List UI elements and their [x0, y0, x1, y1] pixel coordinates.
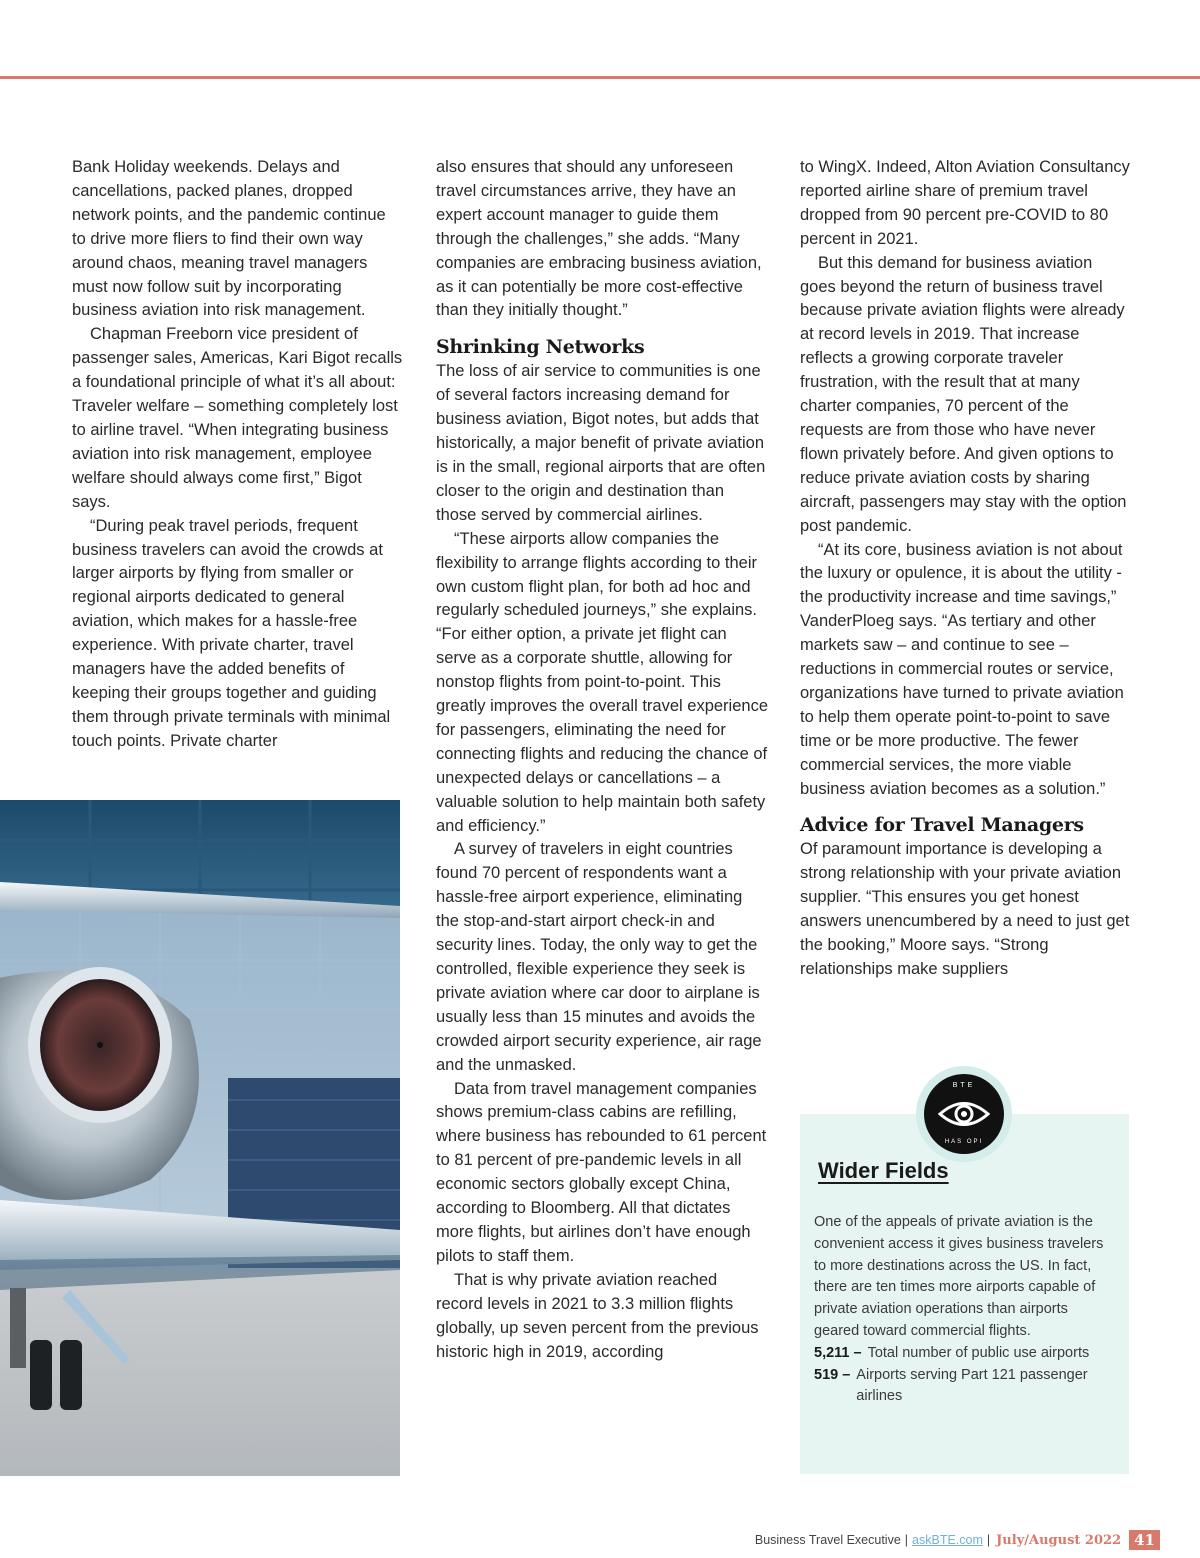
- footer-divider: |: [986, 1533, 991, 1547]
- body-paragraph: to WingX. Indeed, Alton Aviation Consultancy reported airline share of premium travel dropped from 90 percent pre-COVID to 80 percent in 2021.: [800, 158, 1130, 248]
- article-column-2: [436, 156, 768, 1364]
- body-paragraph: also ensures that should any unforeseen travel circumstances arrive, they have an expert account manager to guide them through the challenges,” she adds. “Many companies are embracing business aviation, as it can potentially be more cost-effective than they initially thought.”: [436, 158, 762, 320]
- page-number: 41: [1129, 1530, 1160, 1550]
- header-rule: [0, 76, 1200, 79]
- body-paragraph: Data from travel management companies shows premium-class cabins are refilling, where business has rebounded to 61 percent to 81 percent of pre-pandemic levels in all economic sectors globally except China, according to Bloomberg. All that dictates more flights, but airlines don’t have enough pilots to staff them.: [436, 1079, 767, 1265]
- body-paragraph: Bank Holiday weekends. Delays and cancellations, packed planes, dropped network points, and the pandemic continue to drive more fliers to find their own way around chaos, meaning travel managers must now follow suit by incorporating business aviation into risk management.: [72, 158, 386, 320]
- article-column-1: [72, 156, 404, 754]
- body-paragraph: “These airports allow companies the flexibility to arrange flights according to their own custom flight plan, for both ad hoc and regularly scheduled journeys,” she explains. “For either option, a private jet flight can serve as a corporate shuttle, allowing for nonstop flights from point-to-point. This greatly improves the overall travel experience for passengers, eliminating the need for connecting flights and reducing the chance of unexpected delays or cancellations – a valuable solution to help maintain both safety and efficiency.”: [436, 529, 768, 835]
- sidebar-content: [814, 1212, 1114, 1408]
- body-paragraph: That is why private aviation reached record levels in 2021 to 3.3 million flights globally, up seven percent from the previous historic high in 2019, according: [436, 1270, 759, 1361]
- sidebar-paragraph: One of the appeals of private aviation is the convenient access it gives business travelers to more destinations across the US. In fact, there are ten times more airports capable of private aviation operations than airports geared toward commercial flights.: [814, 1214, 1104, 1339]
- footer-divider: |: [904, 1533, 909, 1547]
- stat-label: Airports serving Part 121 passenger airlines: [856, 1366, 1088, 1405]
- bte-badge: [916, 1066, 1012, 1162]
- body-paragraph: But this demand for business aviation goes beyond the return of business travel because private aviation flights were already at record levels in 2019. That increase reflects a growing corporate traveler frustration, with the result that at many charter companies, 70 percent of the requests are from those who have never flown privately before. And given options to reduce private aviation costs by sharing aircraft, passengers may stay with the option post pandemic.: [800, 253, 1127, 535]
- body-paragraph: Chapman Freeborn vice president of passenger sales, Americas, Kari Bigot recalls a foundational principle of what it’s all about: Traveler welfare – something completely lost to airline travel. “When integrating business aviation into risk management, employee welfare should always come first,” Bigot says.: [72, 325, 403, 511]
- jet-engine-photo: [0, 800, 400, 1476]
- body-paragraph: “At its core, business aviation is not about the luxury or opulence, it is about the utility - the productivity increase and time savings,” VanderPloeg says. “As tertiary and other markets saw – and continue to see – reductions in commercial routes or service, organizations have turned to private aviation to help them operate point-to-point to save time or be more productive. The fewer commercial services, the more viable business aviation becomes as a solution.”: [800, 540, 1124, 798]
- stat-item: [814, 1343, 1114, 1365]
- sidebar-title: Wider Fields: [818, 1158, 949, 1183]
- page-footer: [755, 1530, 1160, 1550]
- stat-label: Total number of public use airports: [867, 1344, 1090, 1361]
- badge-bottom-text: HAS OPI: [944, 1139, 984, 1145]
- badge-top-text: BTE: [952, 1082, 976, 1089]
- issue-date: July/August 2022: [996, 1532, 1122, 1548]
- publication-name: Business Travel Executive: [754, 1533, 901, 1547]
- stat-item: [814, 1365, 1114, 1409]
- article-column-3: [800, 156, 1132, 982]
- body-paragraph: “During peak travel periods, frequent business travelers can avoid the crowds at larger airports by flying from smaller or regional airports dedicated to general aviation, which makes for a hassle-free experience. With private charter, travel managers have the added benefits of keeping their groups together and guiding them through private terminals with minimal touch points. Private charter: [72, 516, 391, 750]
- website-link[interactable]: askBTE.com: [912, 1533, 983, 1547]
- body-paragraph: A survey of travelers in eight countries found 70 percent of respondents want a hassle-free airport experience, eliminating the stop-and-start airport check-in and security lines. Today, the only way to get the controlled, flexible experience they seek is private aviation where car door to airplane is usually less than 15 minutes and avoids the crowded airport security experience, air rage and the unmasked.: [436, 840, 762, 1074]
- jet-engine-illustration: [0, 800, 400, 1476]
- eye-icon: [938, 1097, 990, 1131]
- section-heading: Advice for Travel Managers: [800, 814, 1084, 837]
- badge-disc: [924, 1074, 1004, 1154]
- section-heading: Shrinking Networks: [436, 336, 645, 359]
- stat-number: 519 –: [814, 1366, 851, 1383]
- body-paragraph: The loss of air service to communities is one of several factors increasing demand for business aviation, Bigot notes, but adds that historically, a major benefit of private aviation is in the small, regional airports that are often closer to the origin and destination than those served by commercial airlines.: [436, 362, 766, 524]
- body-paragraph: Of paramount importance is developing a strong relationship with your private aviation supplier. “This ensures you get honest answers unencumbered by a need to just get the booking,” Moore says. “Strong relationships make suppliers: [800, 840, 1130, 978]
- stat-number: 5,211 –: [814, 1344, 862, 1361]
